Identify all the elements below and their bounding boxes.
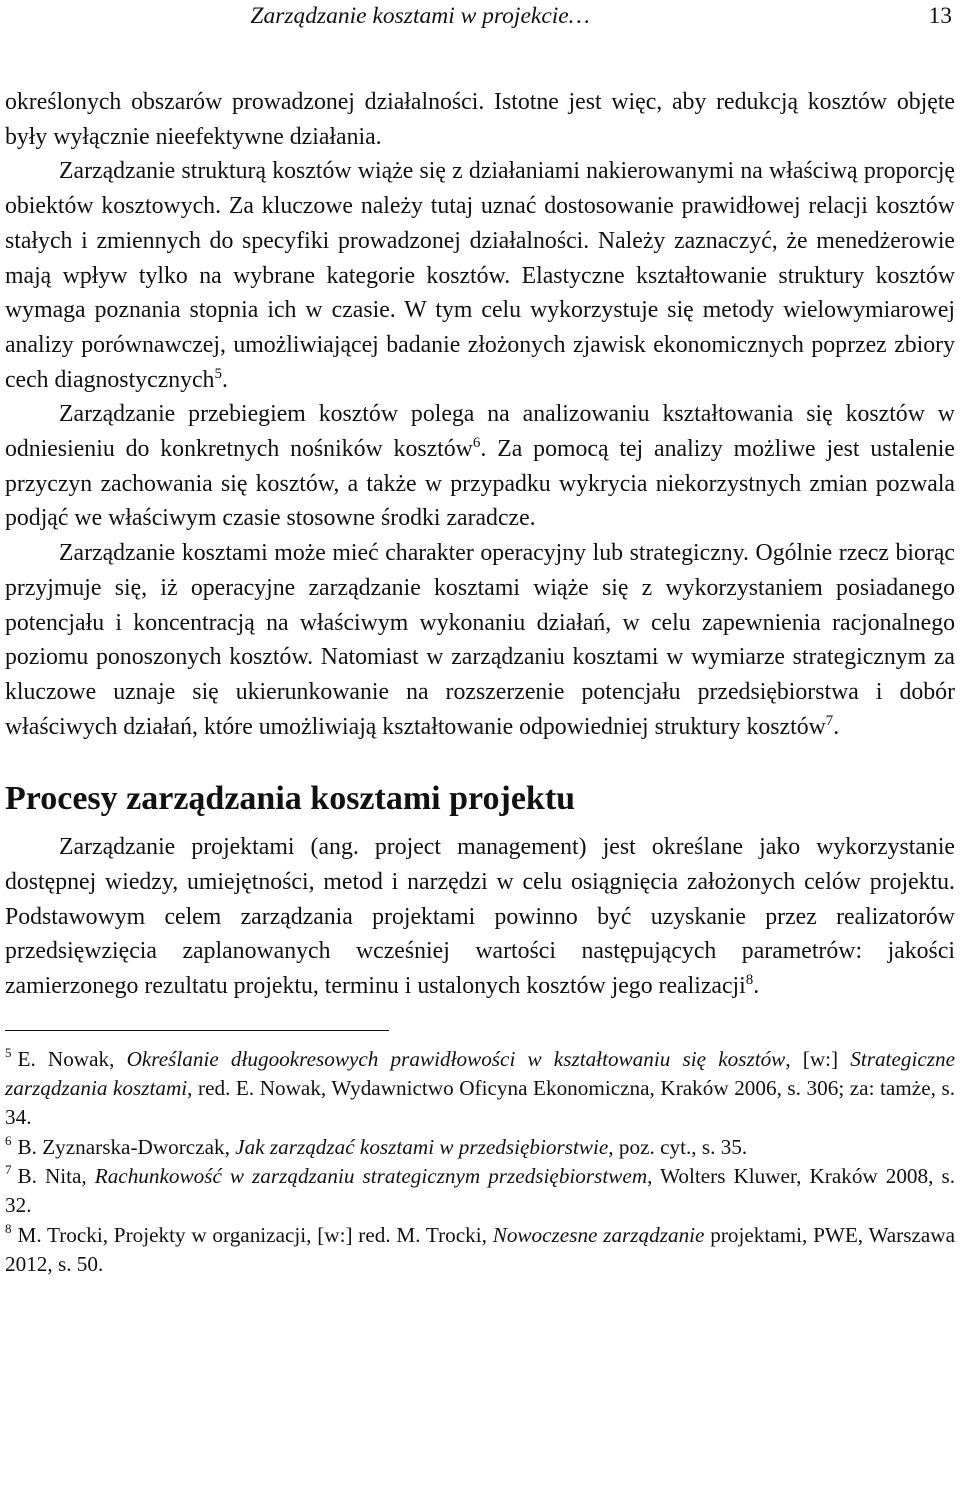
section-heading: Procesy zarządzania kosztami projektu (5, 780, 576, 818)
paragraph-cost-structure (5, 154, 955, 397)
paragraph-text: . (753, 973, 760, 1000)
footnote-title: Jak zarządzać kosztami w przedsiębiorstwie, (235, 1134, 614, 1159)
paragraph-text: . (833, 713, 840, 740)
footnote-number: 7 (5, 1162, 12, 1178)
footnote-text: projektami, PWE, Warszawa 2012, s. 50. (5, 1222, 955, 1276)
footnote-text: , [w:] (785, 1046, 851, 1071)
footnote-number: 8 (5, 1220, 12, 1236)
footnote-ref-5[interactable]: 5 (214, 365, 222, 382)
footnote-text: , red. E. Nowak, Wydawnictwo Oficyna Ekonomiczna, Kraków 2006, s. 306; za: tamże, s. 34. (5, 1076, 955, 1130)
footnote-text: B. Nita, (17, 1164, 95, 1189)
body-text (5, 85, 955, 744)
document-page (5, 0, 955, 1279)
footnote-6 (5, 1133, 955, 1162)
paragraph-text: określonych obszarów prowadzonej działalności. Istotne jest więc, aby redukcją kosztów objęte były wyłącznie nieefektywne działania. (5, 89, 955, 150)
footnotes (5, 1045, 955, 1279)
footnote-5 (5, 1045, 955, 1133)
running-header (5, 0, 955, 34)
paragraph-project-management (5, 830, 955, 1004)
footnote-title: Rachunkowość w zarządzaniu strategicznym przedsiębiorstwem (94, 1164, 648, 1189)
footnote-ref-8[interactable]: 8 (745, 972, 754, 989)
footnote-title: Strategiczne zarządzania kosztami (5, 1046, 955, 1101)
paragraph-text: Zarządzanie kosztami może mieć charakter operacyjny lub strategiczny. Ogólnie rzecz biorąc przyjmuje się, iż operacyjne zarządzanie kosztami wiąże się z wykorzystaniem posiadanego potencjału i koncentracją na właściwym wykonaniu działań, w celu zapewnienia racjonalnego poziomu ponoszonych kosztów. Natomiast w zarządzaniu kosztami w wymiarze strategicznym za kluczowe uznaje się ukierunkowanie na rozszerzenie potencjału przedsiębiorstwa i dobór właściwych działań, które umożliwiają kształtowanie odpowiedniej struktury kosztów (5, 540, 955, 740)
footnote-number: 6 (5, 1132, 12, 1148)
footnote-title: Nowoczesne zarządzanie (492, 1222, 705, 1247)
footnote-7 (5, 1162, 955, 1221)
header-title: Zarządzanie kosztami w projekcie… (250, 3, 590, 29)
footnote-separator (5, 1030, 389, 1031)
paragraph-text: . (221, 366, 228, 393)
footnote-text: poz. cyt., s. 35. (613, 1134, 748, 1159)
footnote-text: M. Trocki, Projekty w organizacji, [w:] red. M. Trocki, (17, 1222, 493, 1247)
footnote-title: Określanie długookresowych prawidłowości w kształtowaniu się kosztów (126, 1046, 786, 1071)
footnote-ref-6[interactable]: 6 (472, 435, 481, 452)
paragraph-continuation (5, 85, 955, 154)
footnote-text: B. Zyznarska-Dworczak, (17, 1134, 236, 1159)
paragraph-text: Zarządzanie przebiegiem kosztów polega na analizowaniu kształtowania się kosztów w odniesieniu do konkretnych nośników kosztów (5, 401, 955, 463)
paragraph-cost-flow (5, 397, 955, 536)
paragraph-text: Zarządzanie strukturą kosztów wiąże się z działaniami nakierowanymi na właściwą proporcję obiektów kosztowych. Za kluczowe należy tutaj uznać dostosowanie prawidłowej relacji kosztów stałych i zmiennych do specyfiki prowadzonej działalności. Należy zaznaczyć, że menedżerowie mają wpływ tylko na wybrane kategorie kosztów. Elastyczne kształtowanie struktury kosztów wymaga poznania stopnia ich w czasie. W tym celu wykorzystuje się metody wielowymiarowej analizy porównawczej, umożliwiającej badanie złożonych zjawisk ekonomicznych poprzez zbiory cech diagnostycznych (5, 158, 955, 393)
footnote-8 (5, 1221, 955, 1280)
paragraph-text: . Za pomocą tej analizy możliwe jest ustalenie przyczyn zachowania się kosztów, a także w przypadku wykrycia niekorzystnych zmian pozwala podjąć we właściwym czasie stosowne środki zaradcze. (5, 436, 955, 532)
paragraph-operational-strategic (5, 536, 955, 744)
section-body (5, 830, 955, 1004)
page-number: 13 (928, 3, 952, 29)
footnote-ref-7[interactable]: 7 (825, 712, 834, 729)
footnote-number: 5 (5, 1044, 12, 1060)
footnote-text: E. Nowak, (17, 1046, 127, 1071)
paragraph-text: Zarządzanie projektami (ang. project management) jest określane jako wykorzystanie dostępnej wiedzy, umiejętności, metod i narzędzi w celu osiągnięcia założonych celów projektu. Podstawowym celem zarządzania projektami powinno być uzyskanie przez realizatorów przedsięwzięcia zaplanowanych wcześniej wartości następujących parametrów: jakości zamierzonego rezultatu projektu, terminu i ustalonych kosztów jego realizacji (5, 834, 955, 1000)
footnote-text: , Wolters Kluwer, Kraków 2008, s. 32. (5, 1164, 955, 1218)
